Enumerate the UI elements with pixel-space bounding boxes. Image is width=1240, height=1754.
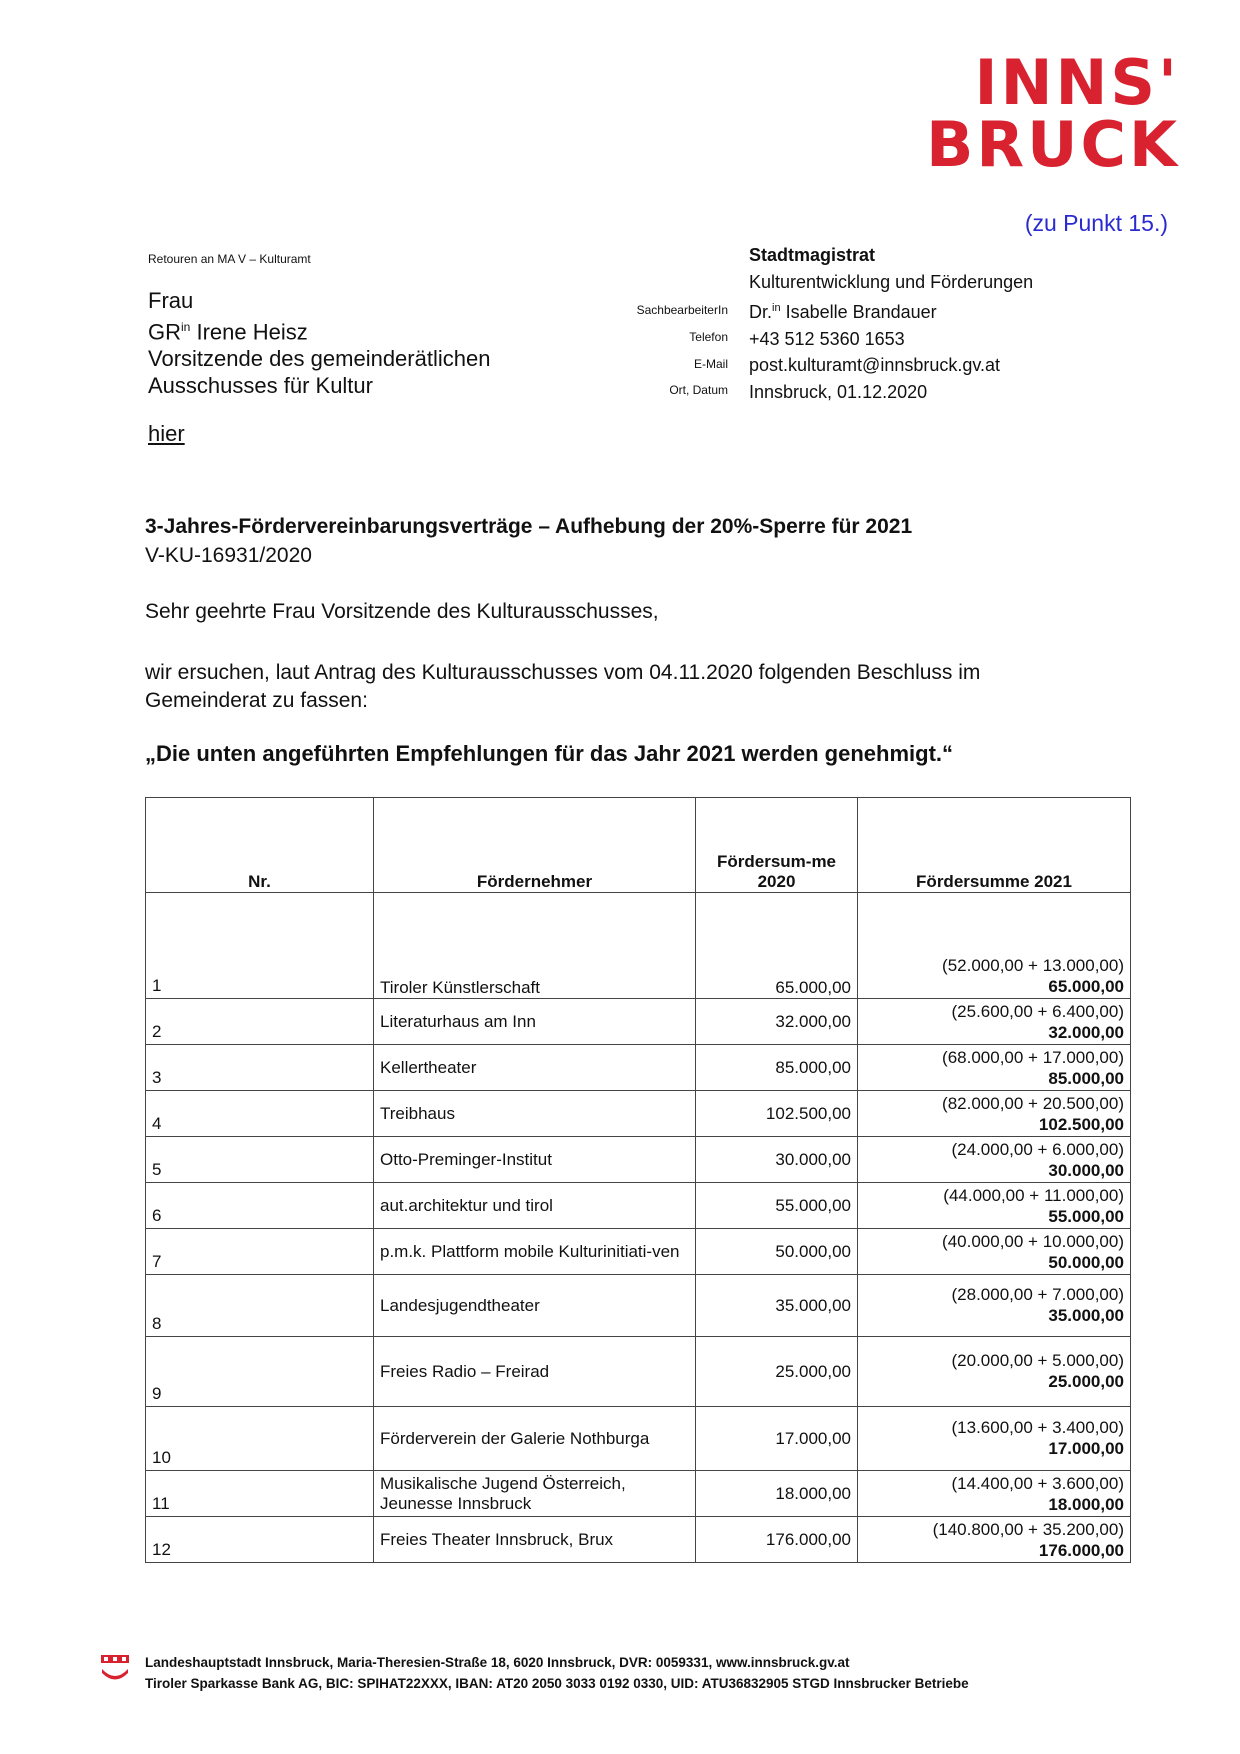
row-nr: 2 (146, 999, 374, 1045)
row-recipient: Freies Theater Innsbruck, Brux (374, 1517, 696, 1563)
row-total: 17.000,00 (1048, 1439, 1124, 1458)
row-split: (52.000,00 + 13.000,00) (942, 956, 1124, 975)
row-sum-2021 (858, 999, 1131, 1045)
table-row (146, 1091, 1131, 1137)
reference-number: V-KU-16931/2020 (145, 544, 312, 567)
salutation: Sehr geehrte Frau Vorsitzende des Kulturausschusses, (145, 600, 659, 623)
row-total: 18.000,00 (1048, 1495, 1124, 1514)
table-row (146, 1137, 1131, 1183)
table-row (146, 1183, 1131, 1229)
row-split: (44.000,00 + 11.000,00) (943, 1186, 1124, 1205)
label-place-date: Ort, Datum (669, 383, 728, 397)
hier-label: hier (148, 421, 185, 446)
row-split: (14.400,00 + 3.600,00) (951, 1474, 1124, 1493)
row-nr: 8 (146, 1275, 374, 1337)
clerk-name: Isabelle Brandauer (780, 302, 937, 322)
row-sum-2021 (858, 1337, 1131, 1407)
row-total: 65.000,00 (1048, 977, 1124, 996)
row-sum-2021 (858, 1045, 1131, 1091)
city-emblem-icon (100, 1653, 130, 1685)
row-recipient: Kellertheater (374, 1045, 696, 1091)
row-total: 176.000,00 (1038, 1541, 1124, 1560)
clerk-title-sup: in (772, 302, 781, 314)
row-sum-2020: 35.000,00 (696, 1275, 858, 1337)
row-total: 55.000,00 (1048, 1207, 1124, 1226)
row-nr: 11 (146, 1471, 374, 1517)
row-split: (28.000,00 + 7.000,00) (951, 1285, 1124, 1304)
row-sum-2021 (858, 893, 1131, 999)
sender-email: post.kulturamt@innsbruck.gv.at (749, 355, 1001, 375)
row-split: (24.000,00 + 6.000,00) (951, 1140, 1124, 1159)
row-sum-2020: 65.000,00 (696, 893, 858, 999)
row-nr: 4 (146, 1091, 374, 1137)
row-nr: 9 (146, 1337, 374, 1407)
table-row (146, 893, 1131, 999)
header-recipient: Fördernehmer (374, 798, 696, 893)
recipient-address (148, 287, 490, 399)
row-nr: 7 (146, 1229, 374, 1275)
label-clerk: SachbearbeiterIn (636, 303, 728, 317)
row-nr: 6 (146, 1183, 374, 1229)
return-address: Retouren an MA V – Kulturamt (148, 252, 311, 266)
footer (145, 1652, 969, 1694)
row-nr: 10 (146, 1407, 374, 1471)
header-nr: Nr. (146, 798, 374, 893)
row-sum-2021 (858, 1137, 1131, 1183)
footer-line-1: Landeshauptstadt Innsbruck, Maria-Theresien-Straße 18, 6020 Innsbruck, DVR: 0059331, www.innsbruck.gv.at (145, 1655, 850, 1670)
row-total: 25.000,00 (1048, 1372, 1124, 1391)
row-split: (140.800,00 + 35.200,00) (932, 1520, 1124, 1539)
agenda-reference: (zu Punkt 15.) (1024, 210, 1168, 236)
row-nr: 12 (146, 1517, 374, 1563)
table-row (146, 1407, 1131, 1471)
row-total: 35.000,00 (1048, 1306, 1124, 1325)
row-recipient: aut.architektur und tirol (374, 1183, 696, 1229)
row-total: 30.000,00 (1048, 1161, 1124, 1180)
sender-block (749, 242, 1033, 405)
row-sum-2020: 25.000,00 (696, 1337, 858, 1407)
row-sum-2020: 18.000,00 (696, 1471, 858, 1517)
row-recipient: Freies Radio – Freirad (374, 1337, 696, 1407)
innsbruck-logo (920, 46, 1180, 181)
body-text: wir ersuchen, laut Antrag des Kulturausschusses vom 04.11.2020 folgenden Beschluss im Gemeinderat zu fassen: (145, 661, 981, 712)
row-total: 32.000,00 (1048, 1023, 1124, 1042)
row-recipient: Otto-Preminger-Institut (374, 1137, 696, 1183)
row-split: (82.000,00 + 20.500,00) (942, 1094, 1124, 1113)
row-recipient: Förderverein der Galerie Nothburga (374, 1407, 696, 1471)
sender-place-date: Innsbruck, 01.12.2020 (749, 381, 928, 402)
table-row (146, 1045, 1131, 1091)
row-total: 85.000,00 (1048, 1069, 1124, 1088)
row-recipient: Landesjugendtheater (374, 1275, 696, 1337)
row-nr: 5 (146, 1137, 374, 1183)
recipient-line-2 (148, 314, 490, 345)
row-sum-2021 (858, 1517, 1131, 1563)
row-nr: 1 (146, 893, 374, 999)
recipient-title-sup: in (181, 320, 191, 334)
row-total: 50.000,00 (1048, 1253, 1124, 1272)
recipient-title: GR (148, 319, 181, 345)
footer-line-2: Tiroler Sparkasse Bank AG, BIC: SPIHAT22XXX, IBAN: AT20 2050 3033 0192 0330, UID: ATU36832905 STGD Innsbrucker Betriebe (145, 1676, 969, 1691)
recipient-line-1: Frau (148, 288, 194, 313)
logo-line-1: INNS' (974, 46, 1180, 119)
row-sum-2021 (858, 1471, 1131, 1517)
row-sum-2020: 102.500,00 (696, 1091, 858, 1137)
table-header-row (146, 798, 1131, 893)
row-nr: 3 (146, 1045, 374, 1091)
sender-dept: Kulturentwicklung und Förderungen (749, 271, 1034, 292)
table-row (146, 1229, 1131, 1275)
resolution-text: „Die unten angeführten Empfehlungen für das Jahr 2021 werden genehmigt.“ (145, 741, 954, 766)
label-email: E-Mail (693, 357, 728, 371)
row-sum-2020: 30.000,00 (696, 1137, 858, 1183)
row-sum-2020: 176.000,00 (696, 1517, 858, 1563)
row-split: (68.000,00 + 17.000,00) (942, 1048, 1124, 1067)
row-sum-2021 (858, 1275, 1131, 1337)
logo-line-2: BRUCK (926, 108, 1180, 181)
label-phone: Telefon (689, 330, 728, 344)
row-sum-2020: 17.000,00 (696, 1407, 858, 1471)
row-recipient: p.m.k. Plattform mobile Kulturinitiati-ven (374, 1229, 696, 1275)
row-split: (20.000,00 + 5.000,00) (951, 1351, 1124, 1370)
row-sum-2021 (858, 1091, 1131, 1137)
recipient-line-3: Vorsitzende des gemeinderätlichen (148, 346, 491, 372)
subject-line: 3-Jahres-Fördervereinbarungsverträge – Aufhebung der 20%-Sperre für 2021 (145, 515, 913, 538)
row-recipient: Tiroler Künstlerschaft (374, 893, 696, 999)
table-row (146, 1337, 1131, 1407)
table-row (146, 999, 1131, 1045)
sender-org: Stadtmagistrat (749, 245, 876, 265)
row-split: (13.600,00 + 3.400,00) (951, 1418, 1124, 1437)
table-row (146, 1471, 1131, 1517)
row-sum-2021 (858, 1183, 1131, 1229)
sender-clerk (749, 295, 1033, 326)
row-sum-2020: 85.000,00 (696, 1045, 858, 1091)
table-row (146, 1275, 1131, 1337)
row-sum-2020: 50.000,00 (696, 1229, 858, 1275)
table-row (146, 1517, 1131, 1563)
row-recipient: Treibhaus (374, 1091, 696, 1137)
row-split: (25.600,00 + 6.400,00) (951, 1002, 1124, 1021)
row-recipient: Literaturhaus am Inn (374, 999, 696, 1045)
row-sum-2020: 32.000,00 (696, 999, 858, 1045)
header-sum-2020: Fördersum-me 2020 (696, 798, 858, 893)
funding-table (145, 797, 1131, 1563)
recipient-name: Irene Heisz (190, 319, 308, 345)
recipient-line-4: Ausschusses für Kultur (148, 373, 373, 399)
sender-phone: +43 512 5360 1653 (749, 328, 905, 349)
row-sum-2021 (858, 1229, 1131, 1275)
row-sum-2021 (858, 1407, 1131, 1471)
row-sum-2020: 55.000,00 (696, 1183, 858, 1229)
row-recipient: Musikalische Jugend Österreich, Jeunesse Innsbruck (374, 1471, 696, 1517)
row-split: (40.000,00 + 10.000,00) (942, 1232, 1124, 1251)
row-total: 102.500,00 (1038, 1115, 1124, 1134)
header-sum-2021: Fördersumme 2021 (858, 798, 1131, 893)
clerk-title: Dr. (749, 302, 773, 322)
